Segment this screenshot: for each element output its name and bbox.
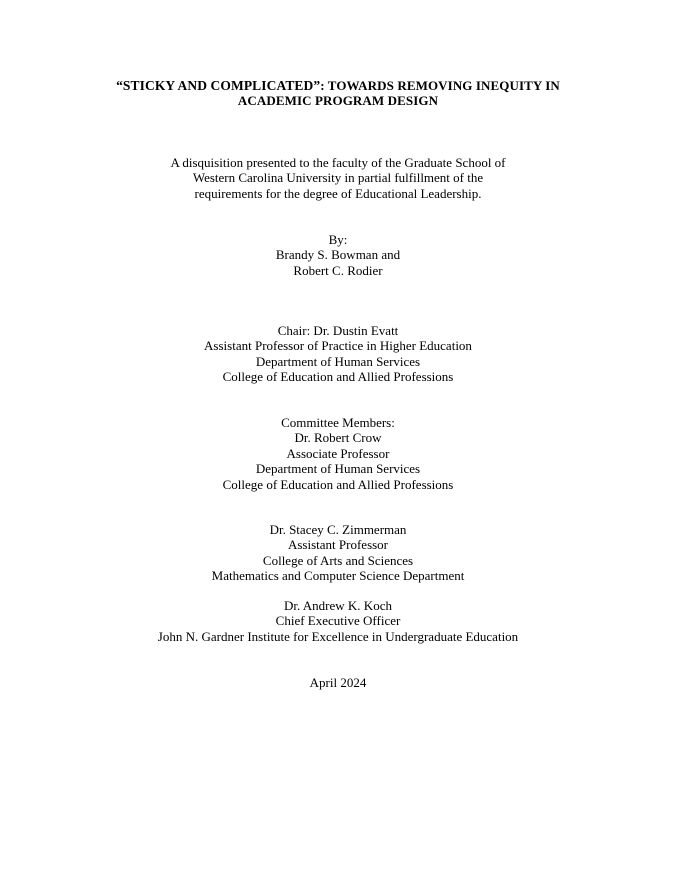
title-line-1 xyxy=(0,78,676,93)
title-line-1-rest: : TOWARDS REMOVING INEQUITY IN xyxy=(320,78,560,93)
member-name: Dr. Stacey C. Zimmerman xyxy=(269,522,407,537)
authors-block xyxy=(0,232,676,278)
chair-department: Department of Human Services xyxy=(255,353,421,369)
member-title: Chief Executive Officer xyxy=(275,613,401,629)
member-name: Dr. Robert Crow xyxy=(294,430,382,446)
author-name: Brandy S. Bowman and xyxy=(275,247,401,263)
member-college: College of Arts and Sciences xyxy=(262,552,414,568)
chair-college: College of Education and Allied Professions xyxy=(222,369,454,385)
committee-member-block xyxy=(0,522,676,584)
title-line-2: ACADEMIC PROGRAM DESIGN xyxy=(237,93,439,109)
title-quoted-phrase: “STICKY AND COMPLICATED” xyxy=(116,78,321,93)
member-title: Assistant Professor xyxy=(287,537,389,553)
member-name: Dr. Andrew K. Koch xyxy=(284,598,392,613)
document-date: April 2024 xyxy=(309,675,367,690)
member-college: College of Education and Allied Professions xyxy=(222,476,454,492)
committee-member-block xyxy=(0,598,676,644)
purpose-statement xyxy=(0,155,676,201)
chair-block xyxy=(0,323,676,385)
purpose-line: requirements for the degree of Educational Leadership. xyxy=(194,185,482,201)
chair-title: Assistant Professor of Practice in Higher Education xyxy=(204,338,472,354)
document-date-block xyxy=(0,675,676,690)
document-title xyxy=(0,78,676,109)
member-organization: John N. Gardner Institute for Excellence in Undergraduate Education xyxy=(157,628,519,644)
member-department: Mathematics and Computer Science Department xyxy=(211,568,465,584)
purpose-line: A disquisition presented to the faculty of the Graduate School of xyxy=(170,155,506,170)
committee-block xyxy=(0,415,676,492)
member-department: Department of Human Services xyxy=(255,461,421,477)
member-title: Associate Professor xyxy=(286,445,390,461)
chair-name: Chair: Dr. Dustin Evatt xyxy=(277,323,399,338)
committee-heading: Committee Members: xyxy=(281,415,395,430)
author-name: Robert C. Rodier xyxy=(293,262,383,278)
authors-label: By: xyxy=(328,232,348,247)
purpose-line: Western Carolina University in partial fulfillment of the xyxy=(192,170,484,186)
